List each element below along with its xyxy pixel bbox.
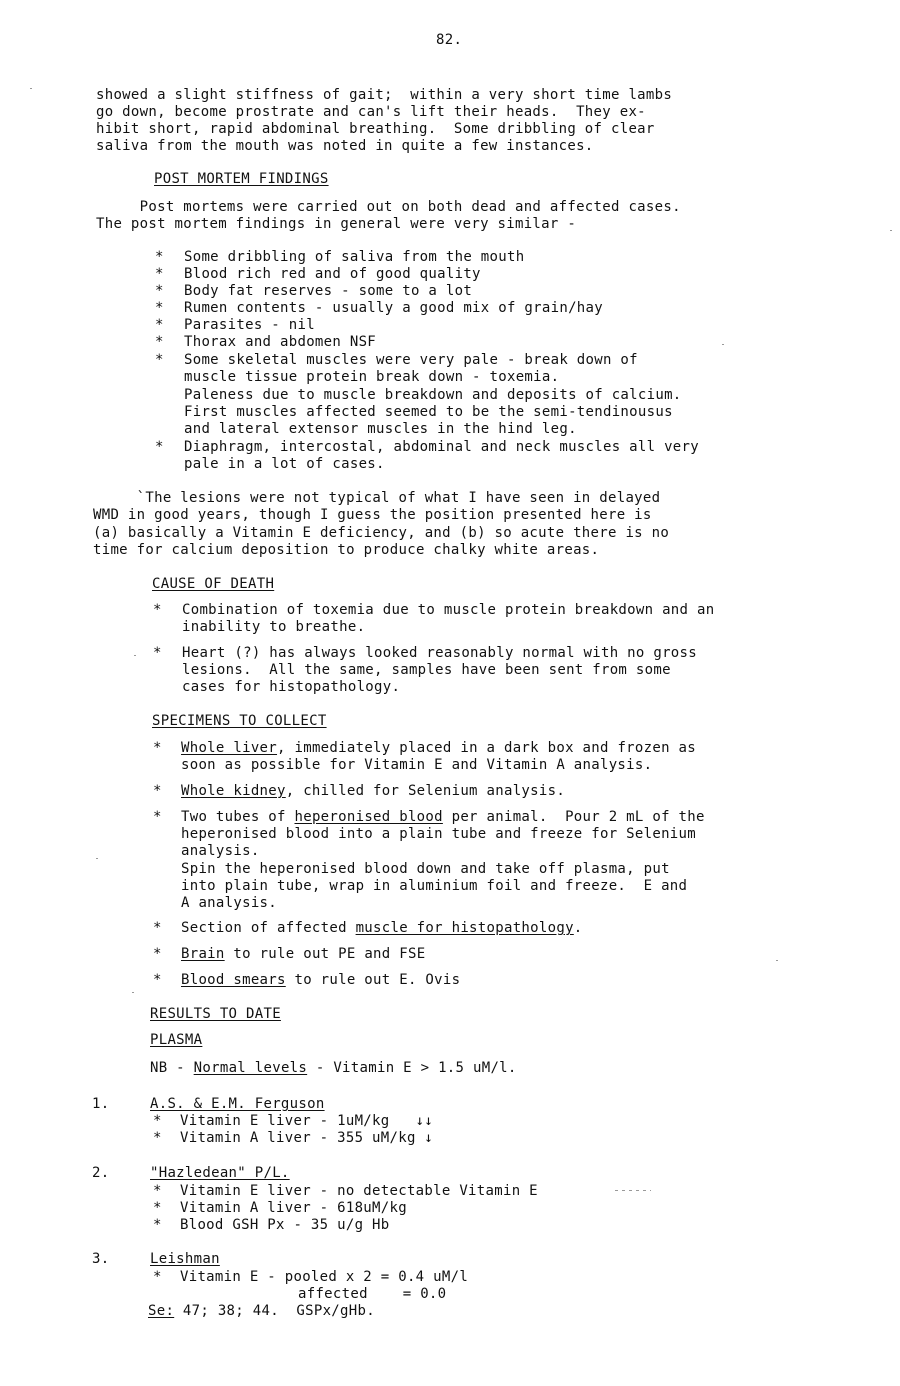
bullet-star: * (153, 946, 162, 962)
bullet-star: * (153, 809, 162, 825)
scan-speck (722, 344, 724, 345)
scan-speck (890, 230, 892, 231)
text-span: Two tubes of (181, 809, 295, 825)
bullet-star: * (155, 439, 164, 455)
scan-speck (134, 655, 136, 656)
text-line: Heart (?) has always looked reasonably normal with no gross (182, 645, 697, 661)
result-name: Leishman (150, 1251, 220, 1267)
bullet-star: * (155, 334, 164, 350)
text-line: Spin the heperonised blood down and take off plasma, put (181, 861, 670, 877)
bullet-star: * (155, 266, 164, 282)
bullet-star: * (153, 1217, 162, 1233)
text-span: - Vitamin E > 1.5 uM/l. (307, 1060, 517, 1076)
text-line: cases for histopathology. (182, 679, 401, 695)
text-line: soon as possible for Vitamin E and Vitamin A analysis. (181, 757, 653, 773)
list-item: Some dribbling of saliva from the mouth (184, 249, 525, 265)
text-line: (a) basically a Vitamin E deficiency, and (b) so acute there is no (93, 525, 670, 541)
text-span: , chilled for Selenium analysis. (285, 783, 566, 799)
text-line: The post mortem findings in general were very similar - (96, 216, 577, 232)
text-span: per animal. Pour 2 mL of the (442, 809, 705, 825)
text-line: hibit short, rapid abdominal breathing. Some dribbling of clear (96, 121, 655, 137)
text-line: Paleness due to muscle breakdown and deposits of calcium. (184, 387, 682, 403)
bullet-star: * (153, 645, 162, 661)
text-line (181, 740, 696, 757)
result-item: Vitamin E - pooled x 2 = 0.4 uM/l (180, 1269, 469, 1285)
scan-speck (132, 992, 134, 993)
text-line: Combination of toxemia due to muscle protein breakdown and an (182, 602, 715, 618)
text-span: . (573, 920, 583, 936)
bullet-star: * (153, 602, 162, 618)
results-heading: RESULTS TO DATE (150, 1006, 281, 1022)
bullet-star: * (153, 1130, 162, 1146)
text-line: into plain tube, wrap in aluminium foil and freeze. E and (181, 878, 688, 894)
selenium-results (148, 1303, 375, 1320)
text-line (181, 809, 705, 826)
text-line: `The lesions were not typical of what I have seen in delayed (93, 490, 661, 506)
scan-speck (96, 858, 98, 859)
whole-kidney-label: Whole kidney (181, 783, 286, 799)
text-span: to rule out PE and FSE (224, 946, 426, 962)
result-item: Vitamin E liver - 1uM/kg ↓↓ (180, 1113, 434, 1129)
bullet-star: * (153, 1183, 162, 1199)
text-span: 47; 38; 44. GSPx/gHb. (174, 1303, 375, 1319)
text-line: and lateral extensor muscles in the hind leg. (184, 421, 577, 437)
text-line: time for calcium deposition to produce chalky white areas. (93, 542, 600, 558)
bullet-star: * (155, 249, 164, 265)
list-item: Parasites - nil (184, 317, 315, 333)
result-name: "Hazledean" P/L. (150, 1165, 290, 1181)
bullet-star: * (153, 783, 162, 799)
result-name: A.S. & E.M. Ferguson (150, 1096, 325, 1112)
text-line: go down, become prostrate and can's lift their heads. They ex- (96, 104, 646, 120)
bullet-star: * (153, 1200, 162, 1216)
text-line: muscle tissue protein break down - toxemia. (184, 369, 560, 385)
text-span: Section of affected (181, 920, 356, 936)
text-line: Diaphragm, intercostal, abdominal and neck muscles all very (184, 439, 699, 455)
text-line: inability to breathe. (182, 619, 366, 635)
scan-speck (776, 960, 778, 961)
text-line: A analysis. (181, 895, 278, 911)
list-item (181, 783, 565, 800)
text-line: lesions. All the same, samples have been sent from some (182, 662, 671, 678)
se-label: Se: (148, 1303, 175, 1319)
bullet-star: * (153, 740, 162, 756)
result-number: 2. (92, 1165, 110, 1181)
bullet-star: * (155, 300, 164, 316)
text-line: analysis. (181, 843, 260, 859)
bullet-star: * (155, 317, 164, 333)
result-item: Blood GSH Px - 35 u/g Hb (180, 1217, 390, 1233)
scan-speck (615, 1190, 651, 1191)
list-item (181, 946, 425, 963)
bullet-star: * (153, 1113, 162, 1129)
result-number: 3. (92, 1251, 110, 1267)
normal-levels-note (150, 1060, 517, 1077)
text-span: to rule out E. Ovis (285, 972, 461, 988)
bullet-star: * (153, 972, 162, 988)
text-line: Post mortems were carried out on both dead and affected cases. (96, 199, 681, 215)
text-line: WMD in good years, though I guess the position presented here is (93, 507, 652, 523)
list-item: Blood rich red and of good quality (184, 266, 481, 282)
muscle-histopathology-label: muscle for histopathology (355, 920, 574, 936)
result-item: Vitamin A liver - 355 uM/kg ↓ (180, 1130, 434, 1146)
post-mortem-heading: POST MORTEM FINDINGS (154, 171, 329, 187)
brain-label: Brain (181, 946, 225, 962)
list-item (181, 972, 460, 989)
text-line: First muscles affected seemed to be the semi-tendinousus (184, 404, 673, 420)
cause-of-death-heading: CAUSE OF DEATH (152, 576, 275, 592)
result-number: 1. (92, 1096, 110, 1112)
text-line: showed a slight stiffness of gait; within a very short time lambs (96, 87, 673, 103)
bullet-star: * (155, 352, 164, 368)
text-line: Some skeletal muscles were very pale - break down of (184, 352, 638, 368)
result-item: Vitamin A liver - 618uM/kg (180, 1200, 407, 1216)
whole-liver-label: Whole liver (181, 740, 278, 756)
list-item: Body fat reserves - some to a lot (184, 283, 473, 299)
list-item: Rumen contents - usually a good mix of grain/hay (184, 300, 603, 316)
text-line: pale in a lot of cases. (184, 456, 385, 472)
bullet-star: * (153, 920, 162, 936)
bullet-star: * (153, 1269, 162, 1285)
list-item (181, 920, 583, 937)
result-item: Vitamin E liver - no detectable Vitamin E (180, 1183, 538, 1199)
bullet-star: * (155, 283, 164, 299)
blood-smears-label: Blood smears (181, 972, 286, 988)
text-span: , immediately placed in a dark box and frozen as (277, 740, 697, 756)
scan-speck (30, 88, 32, 89)
result-item: affected = 0.0 (298, 1286, 447, 1302)
text-line: heperonised blood into a plain tube and freeze for Selenium (181, 826, 696, 842)
normal-levels-label: Normal levels (193, 1060, 308, 1076)
list-item: Thorax and abdomen NSF (184, 334, 377, 350)
text-span: NB - (150, 1060, 194, 1076)
page-number: 82. (436, 32, 463, 48)
plasma-subheading: PLASMA (150, 1032, 203, 1048)
heperonised-blood-label: heperonised blood (294, 809, 443, 825)
specimens-heading: SPECIMENS TO COLLECT (152, 713, 327, 729)
text-line: saliva from the mouth was noted in quite a few instances. (96, 138, 594, 154)
